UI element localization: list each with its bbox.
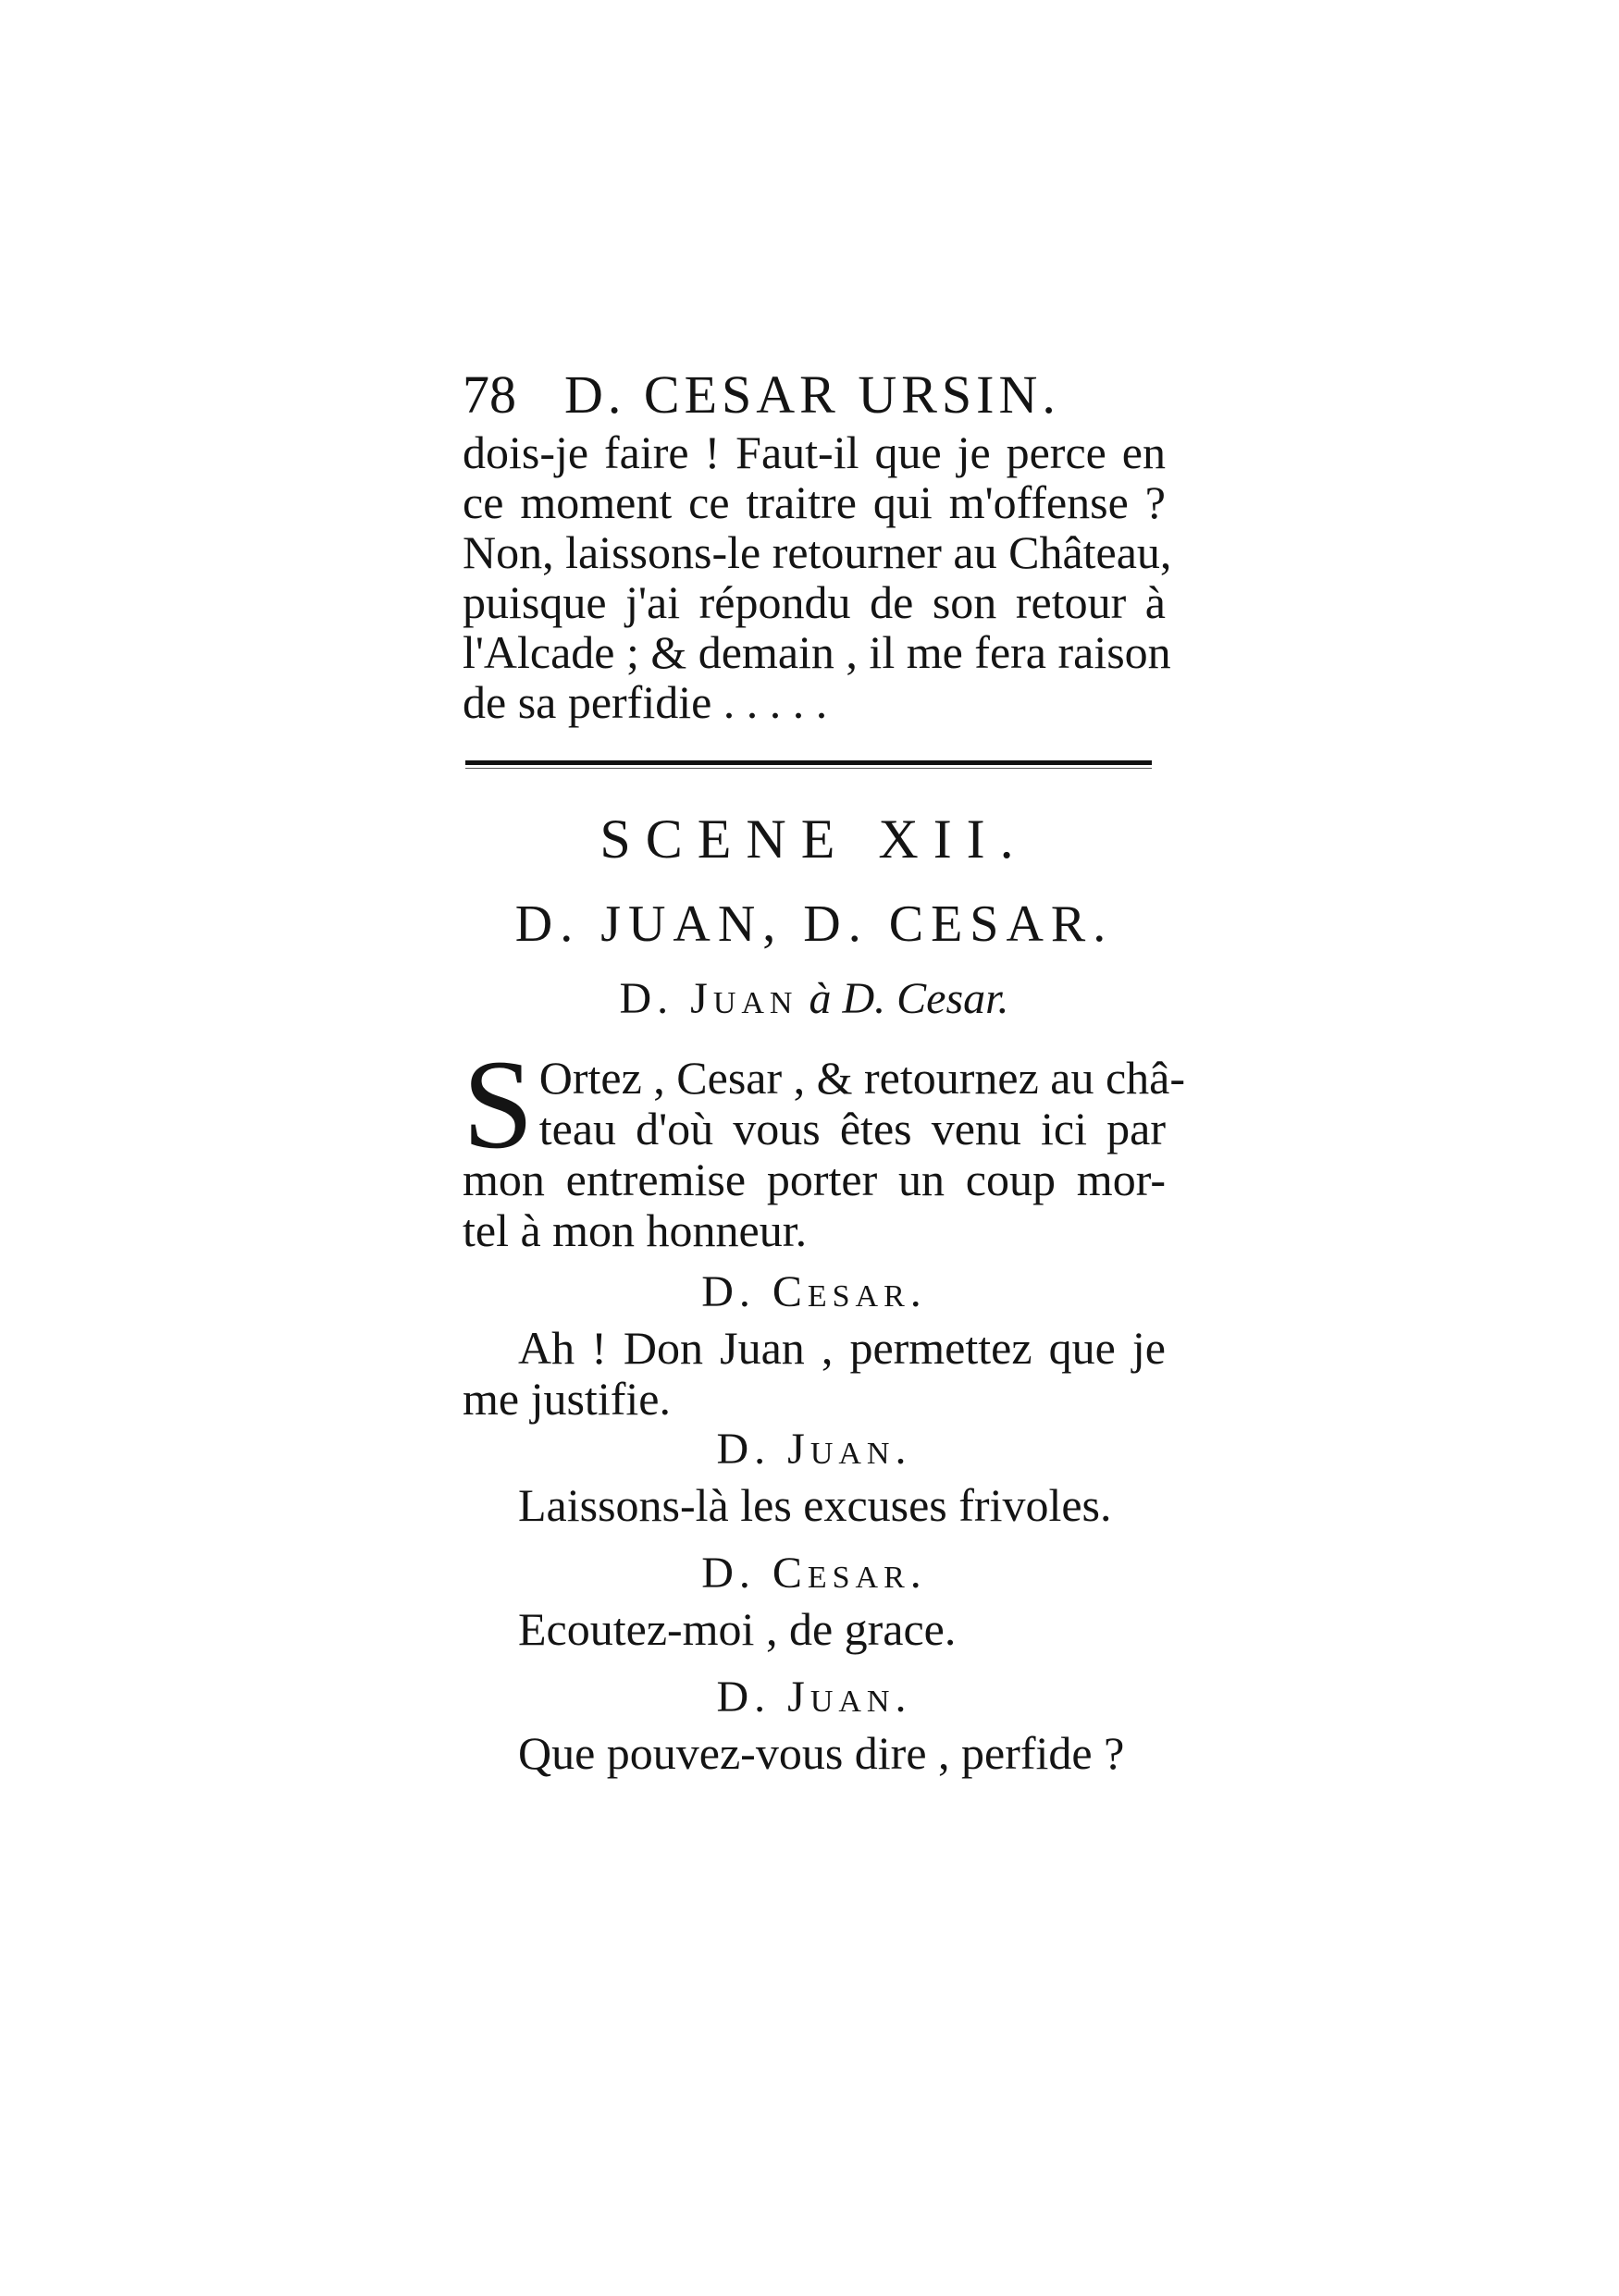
scene-cast: D. JUAN, D. CESAR. (514, 895, 1114, 953)
prose-line: ce moment ce traitre qui m'offense ? (463, 476, 1166, 528)
direction-speaker: D. Juan (619, 974, 798, 1023)
speech-line: mon entremise porter un coup mor- (463, 1154, 1166, 1205)
prose-line: de sa perfidie . . . . . (463, 676, 828, 728)
speech-line: Ah ! Don Juan , permettez que je (518, 1322, 1166, 1374)
running-title: D. CESAR URSIN. (564, 364, 1060, 425)
speaker-name: D. Juan. (716, 1673, 912, 1722)
speech-line: me justifie. (463, 1373, 671, 1425)
prose-line: puisque j'ai répondu de son retour à (463, 576, 1166, 628)
speech-line: teau d'où vous êtes venu ici par (538, 1103, 1166, 1154)
prose-paragraph (463, 426, 1172, 728)
page-header (463, 363, 1166, 427)
speaker-name: D. Juan. (716, 1425, 912, 1474)
prose-line: l'Alcade ; & demain , il me fera raison (463, 626, 1171, 678)
section-rule (465, 760, 1152, 765)
speech-block (463, 1604, 1166, 1655)
scene-title: SCENE XII. (599, 809, 1029, 870)
stage-direction (463, 971, 1166, 1027)
speech-block (463, 1033, 1186, 1256)
speaker-name: D. Cesar. (701, 1549, 927, 1598)
direction-text: à D. Cesar. (809, 974, 1009, 1023)
speech-line: Laissons-là les excuses frivoles. (518, 1479, 1112, 1531)
speech-line: Ecoutez-moi , de grace. (518, 1603, 957, 1655)
prose-line: dois-je faire ! Faut-il que je perce en (463, 426, 1166, 478)
speech-block (463, 1480, 1166, 1531)
speech-line: tel à mon honneur. (463, 1204, 808, 1256)
speaker-name: D. Cesar. (701, 1267, 927, 1316)
prose-line: Non, laissons-le retourner au Château, (463, 526, 1172, 578)
section-rule-thin (465, 768, 1152, 769)
speech-block (463, 1728, 1166, 1779)
speech-block (463, 1323, 1166, 1425)
page-number: 78 (463, 364, 516, 425)
speech-line: Ortez , Cesar , & retournez au châ- (538, 1052, 1186, 1104)
speech-line: Que pouvez-vous dire , perfide ? (518, 1727, 1125, 1779)
drop-cap: S (463, 1033, 534, 1175)
